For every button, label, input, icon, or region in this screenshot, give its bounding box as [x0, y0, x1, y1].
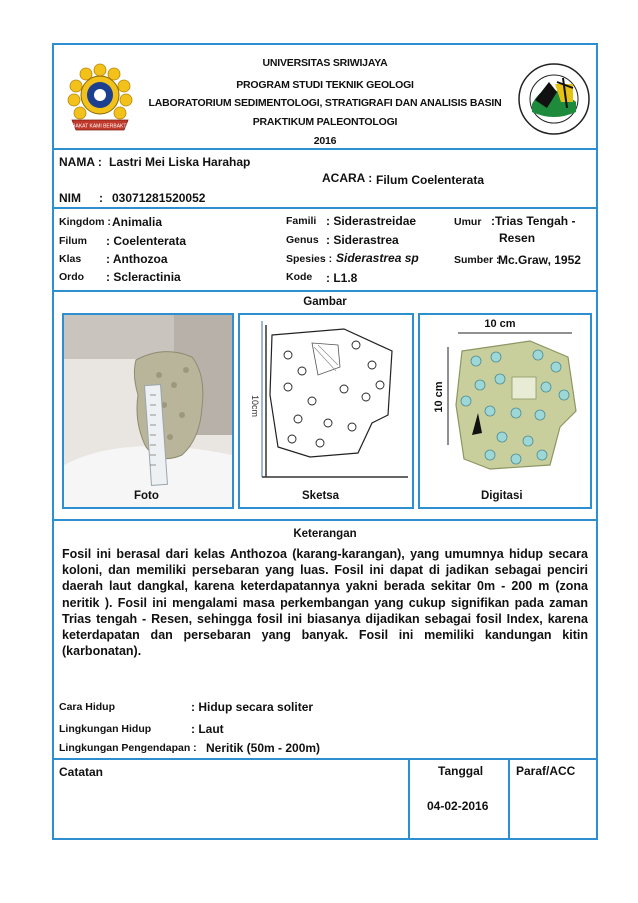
ordo-value: : Scleractinia — [106, 270, 181, 284]
lingkungan-pengendapan-value: Neritik (50m - 200m) — [206, 741, 321, 755]
umur-value-line2: Resen — [499, 231, 536, 245]
divider — [54, 519, 596, 521]
fossil-sketch — [240, 315, 412, 507]
acara-value: Filum Coelenterata — [376, 173, 485, 187]
gambar-title: Gambar — [303, 296, 347, 308]
foto-caption: Foto — [134, 490, 159, 502]
kode-label: Kode — [286, 271, 313, 283]
genus-label: Genus — [286, 234, 319, 246]
sketch-panel — [238, 313, 414, 509]
practicum-name: PRAKTIKUM PALEONTOLOGI — [252, 116, 398, 128]
spesies-label: Spesies : — [286, 253, 333, 265]
divider — [54, 148, 596, 150]
tanggal-label: Tanggal — [438, 764, 484, 778]
divider — [54, 290, 596, 292]
digitization-panel — [418, 313, 592, 509]
fossil-photo — [64, 315, 232, 507]
acara-label: ACARA : — [322, 171, 373, 185]
digitasi-caption: Digitasi — [481, 490, 523, 502]
filum-label: Filum — [59, 235, 87, 247]
filum-value: : Coelenterata — [106, 234, 187, 248]
nim-label: NIM — [59, 191, 81, 205]
lingkungan-pengendapan-label: Lingkungan Pengendapan : — [59, 742, 197, 754]
spesies-value: Siderastrea sp — [336, 251, 419, 265]
sketch-handwriting: 10cm — [250, 395, 260, 418]
klas-value: : Anthozoa — [106, 252, 168, 266]
sketsa-caption: Sketsa — [302, 490, 340, 502]
nim-separator: : — [99, 191, 103, 205]
program-name: PROGRAM STUDI TEKNIK GEOLOGI — [236, 79, 414, 91]
divider — [408, 758, 410, 840]
catatan-label: Catatan — [59, 765, 104, 779]
lingkungan-hidup-value: : Laut — [191, 722, 224, 736]
nim-value: 03071281520052 — [112, 191, 206, 205]
ordo-label: Ordo — [59, 271, 85, 283]
tanggal-value: 04-02-2016 — [427, 799, 489, 813]
photo-panel — [62, 313, 234, 509]
kode-value: : L1.8 — [326, 271, 358, 285]
famili-value: : Siderastreidae — [326, 214, 417, 228]
kingdom-value: Animalia — [112, 215, 163, 229]
divider — [54, 207, 596, 209]
scale-horizontal-label: 10 cm — [484, 318, 516, 330]
scale-vertical-label: 10 cm — [433, 381, 445, 413]
logo-motto: BAKAT KAMI BERBAKTI — [72, 123, 128, 130]
divider — [508, 758, 510, 840]
keterangan-text: Fosil ini berasal dari kelas Anthozoa (karang-karangan), yang umumnya hidup secara koloni, dan memiliki persebaran yang luas. Fosil ini dapat di jadikan sebagai penciri daerah laut dangkal, karena keterdapatannya yakni berada sekitar 0m - 200 m (zona neritik ). Fosil ini mengalami masa perkembangan yang cukup signifikan pada zaman Trias tengah - Resen, sehingga fosil ini biasanya dijadikan sebagai fosil Index, karena keterdapatan dan persebaran yang banyak. Fosil ini memiliki kandungan kitin (karbonatan). — [62, 547, 588, 659]
keterangan-title: Keterangan — [293, 528, 357, 540]
genus-value: : Siderastrea — [326, 233, 399, 247]
paraf-label: Paraf/ACC — [516, 764, 576, 778]
worksheet-frame — [52, 43, 598, 840]
cara-hidup-label: Cara Hidup — [59, 701, 116, 713]
umur-value-line1: :Trias Tengah - — [491, 214, 576, 228]
kingdom-label: Kingdom : — [59, 216, 111, 228]
famili-label: Famili — [286, 215, 317, 227]
klas-label: Klas — [59, 253, 82, 265]
fossil-digitization — [420, 315, 590, 507]
lingkungan-hidup-label: Lingkungan Hidup — [59, 723, 152, 735]
nama-label: NAMA : — [59, 155, 102, 169]
nama-value: Lastri Mei Liska Harahap — [109, 155, 251, 169]
cara-hidup-value: : Hidup secara soliter — [191, 700, 314, 714]
sumber-value: Mc.Graw, 1952 — [498, 253, 581, 267]
university-name: UNIVERSITAS SRIWIJAYA — [262, 57, 388, 69]
laboratory-name: LABORATORIUM SEDIMENTOLOGI, STRATIGRAFI DAN ANALISIS BASIN — [148, 97, 502, 109]
umur-label: Umur — [454, 216, 482, 228]
year: 2016 — [313, 135, 337, 147]
sumber-label: Sumber : — [454, 254, 500, 266]
divider — [54, 758, 596, 760]
